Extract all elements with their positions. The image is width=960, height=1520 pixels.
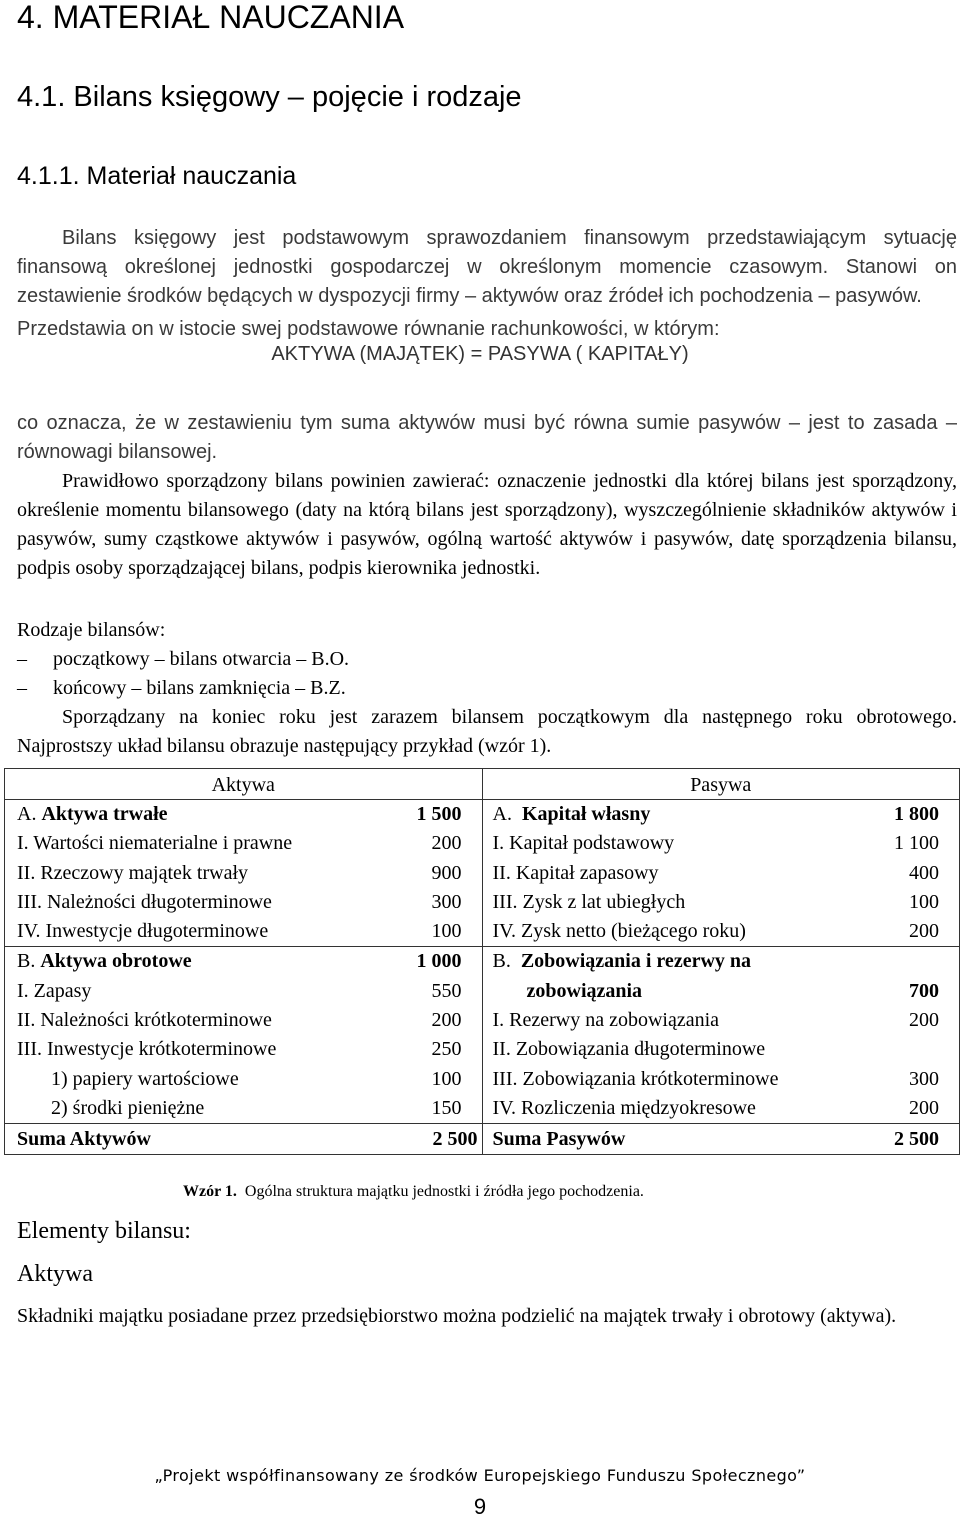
balance-types-title: Rodzaje bilansów: <box>17 619 166 641</box>
row-value: 300 <box>431 890 462 913</box>
table-row <box>493 1035 940 1064</box>
row-value: 400 <box>909 861 939 884</box>
row-label-prefix: IV. Inwestycje długoterminowe <box>17 920 269 943</box>
row-label-prefix: B. <box>17 950 41 973</box>
list-item <box>17 645 617 674</box>
example-intro-paragraph: Sporządzany na koniec roku jest zarazem bilansem początkowym dla następnego roku obrotowego. Najprostszy układ bilansu obrazuje następujący przykład (wzór 1). <box>17 706 957 757</box>
row-label-bold: Zobowiązania i rezerwy na <box>520 950 752 973</box>
row-label-prefix: I. Kapitał podstawowy <box>492 832 675 855</box>
table-row <box>493 1006 940 1035</box>
assets-total-cell <box>5 1124 483 1155</box>
table-caption <box>183 1183 644 1201</box>
assets-description: Składniki majątku posiadane przez przedsiębiorstwo można podzielić na majątek trwały i obrotowy (aktywa). <box>17 1305 897 1327</box>
caption-label: Wzór 1. <box>183 1183 237 1200</box>
row-label-prefix: II. Zobowiązania długoterminowe <box>492 1038 766 1061</box>
row-label <box>17 829 432 858</box>
row-value: 100 <box>431 1067 462 1090</box>
row-label-prefix: IV. Zysk netto (bieżącego roku) <box>492 920 746 943</box>
row-label <box>17 888 432 917</box>
assets-list <box>5 800 482 1123</box>
table-row <box>493 800 940 829</box>
row-label-prefix: II. Należności krótkoterminowe <box>17 1009 272 1032</box>
row-value: 700 <box>909 979 939 1002</box>
footer-project-note: „Projekt współfinansowany ze środków Europejskiego Funduszu Społecznego” <box>154 1466 806 1485</box>
balance-principle-paragraph: co oznacza, że w zestawieniu tym suma aktywów musi być równa sumie pasywów – jest to zasada – równowagi bilansowej. <box>17 412 957 463</box>
row-label <box>17 859 432 888</box>
row-value: 150 <box>431 1096 462 1119</box>
row-label-prefix: I. Zapasy <box>17 979 92 1002</box>
liabilities-header: Pasywa <box>690 774 752 796</box>
row-value: 1 800 <box>894 803 939 825</box>
row-label-prefix: I. Rezerwy na zobowiązania <box>492 1009 720 1032</box>
row-label <box>17 917 432 946</box>
list-dash: – <box>17 648 27 670</box>
liabilities-cell <box>482 800 960 1124</box>
table-row <box>493 917 940 946</box>
liabilities-total-value: 2 500 <box>894 1128 939 1151</box>
table-row <box>17 977 462 1006</box>
chapter-heading: 4. MATERIAŁ NAUCZANIA <box>17 0 405 35</box>
liabilities-total-cell <box>482 1124 960 1155</box>
row-label <box>493 1094 910 1123</box>
equation-intro: Przedstawia on w istocie swej podstawowe równanie rachunkowości, w którym: <box>17 318 720 340</box>
row-label-bold: zobowiązania <box>526 979 643 1002</box>
page-number: 9 <box>473 1494 487 1519</box>
row-label-prefix: 1) papiery wartościowe <box>51 1067 239 1090</box>
table-row <box>17 800 462 829</box>
row-label <box>17 1094 432 1123</box>
assets-total-label: Suma Aktywów <box>17 1128 151 1151</box>
list-item-text: końcowy – bilans zamknięcia – B.Z. <box>53 677 346 699</box>
row-label <box>493 859 910 888</box>
row-label-prefix: I. Wartości niematerialne i prawne <box>17 832 293 855</box>
row-label <box>493 917 910 946</box>
row-label <box>493 947 940 976</box>
row-value: 250 <box>431 1038 462 1061</box>
row-label <box>17 1035 432 1064</box>
row-label <box>493 1065 910 1094</box>
table-row <box>17 1065 462 1094</box>
row-label <box>493 829 895 858</box>
row-label-prefix: II. Kapitał zapasowy <box>492 861 659 884</box>
row-label <box>17 977 432 1006</box>
assets-cell <box>5 800 483 1124</box>
table-row <box>17 1035 462 1064</box>
row-value: 200 <box>909 1096 939 1119</box>
row-label-prefix: IV. Rozliczenia międzyokresowe <box>492 1096 756 1119</box>
row-label-prefix: III. Inwestycje krótkoterminowe <box>17 1038 277 1061</box>
row-value: 200 <box>431 832 462 855</box>
row-label-prefix: A. <box>492 803 522 825</box>
row-value: 1 100 <box>894 832 939 855</box>
row-label-prefix: III. Należności długoterminowe <box>17 890 272 913</box>
assets-subtitle: Aktywa <box>17 1261 93 1287</box>
list-dash: – <box>17 677 27 699</box>
assets-total-value: 2 500 <box>432 1128 478 1151</box>
section-heading: 4.1. Bilans księgowy – pojęcie i rodzaje <box>17 81 522 113</box>
row-label-prefix: A. <box>17 803 42 825</box>
row-value: 1 000 <box>416 950 462 973</box>
row-label <box>493 1035 940 1064</box>
row-label <box>17 947 417 976</box>
balance-contents-paragraph: Prawidłowo sporządzony bilans powinien zawierać: oznaczenie jednostki dla której bilans jest sporządzony, określenie momentu bilansowego (daty na którą bilans jest sporządzony), wyszczególnienie składników aktywów i pasywów, sumy cząstkowe aktywów i pasywów, ogólną wartość aktywów i pasywów, datę sporządzenia bilansu, podpis osoby sporządzającej bilans, podpis kierownika jednostki. <box>17 470 957 579</box>
subsection-heading: 4.1.1. Materiał nauczania <box>17 162 297 190</box>
liabilities-list <box>483 800 960 1123</box>
intro-paragraph: Bilans księgowy jest podstawowym sprawozdaniem finansowym przedstawiającym sytuację finansową określonej jednostki gospodarczej w określonym momencie czasowym. Stanowi on zestawienie środków będących w dyspozycji firmy – aktywów oraz źródeł ich pochodzenia – pasywów. <box>17 227 957 307</box>
liabilities-total-label: Suma Pasywów <box>492 1128 626 1151</box>
row-label <box>17 1006 432 1035</box>
assets-header-cell <box>5 769 483 800</box>
table-row <box>493 829 940 858</box>
list-item <box>17 674 617 703</box>
table-row <box>17 888 462 917</box>
row-label-prefix: 2) środki pieniężne <box>51 1096 205 1119</box>
row-label <box>17 1065 432 1094</box>
row-value: 200 <box>909 920 939 943</box>
row-label <box>493 800 895 829</box>
row-value: 550 <box>431 979 462 1002</box>
table-row <box>17 917 462 946</box>
table-row <box>493 859 940 888</box>
row-label-prefix: III. Zysk z lat ubiegłych <box>492 890 686 913</box>
row-value: 1 500 <box>416 803 462 825</box>
row-value: 100 <box>909 890 939 913</box>
row-label-prefix: III. Zobowiązania krótkoterminowe <box>492 1067 779 1090</box>
caption-text: Ogólna struktura majątku jednostki i źródła jego pochodzenia. <box>244 1183 644 1200</box>
table-row <box>493 1065 940 1094</box>
table-row <box>5 946 482 976</box>
row-label-bold: Aktywa trwałe <box>41 803 168 825</box>
table-row <box>17 829 462 858</box>
liabilities-header-cell <box>482 769 960 800</box>
row-value: 900 <box>431 861 462 884</box>
row-value: 200 <box>431 1009 462 1032</box>
row-label <box>493 888 910 917</box>
list-item-text: początkowy – bilans otwarcia – B.O. <box>53 648 350 670</box>
balance-sheet-table <box>4 768 960 1155</box>
row-label <box>493 1006 910 1035</box>
row-value: 300 <box>909 1067 939 1090</box>
table-row <box>493 977 940 1006</box>
table-row <box>483 946 960 976</box>
table-row <box>493 888 940 917</box>
table-row <box>17 1006 462 1035</box>
table-row <box>17 859 462 888</box>
table-row <box>17 1094 462 1123</box>
row-label-bold: Kapitał własny <box>521 803 651 825</box>
row-value: 100 <box>431 920 462 943</box>
row-label-prefix: B. <box>492 950 521 973</box>
assets-header: Aktywa <box>211 774 275 796</box>
elements-title: Elementy bilansu: <box>17 1218 191 1244</box>
row-label-prefix: II. Rzeczowy majątek trwały <box>17 861 249 884</box>
row-label <box>493 977 910 1006</box>
table-row <box>493 1094 940 1123</box>
accounting-equation: AKTYWA (MAJĄTEK) = PASYWA ( KAPITAŁY) <box>271 343 689 365</box>
row-label <box>17 800 417 829</box>
row-label-bold: Aktywa obrotowe <box>40 950 192 973</box>
row-value: 200 <box>909 1009 939 1032</box>
